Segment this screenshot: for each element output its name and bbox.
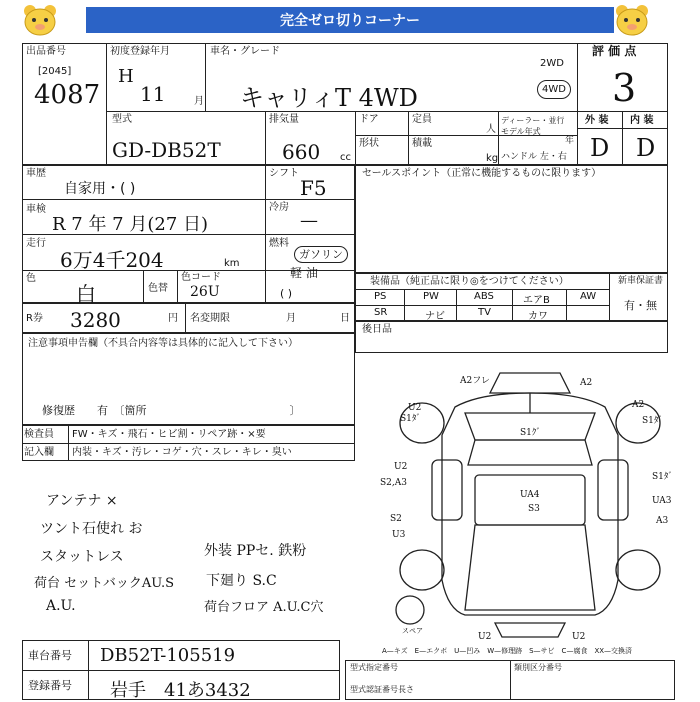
model-value: GD-DB52T <box>112 138 221 162</box>
equip-abs: ABS <box>474 291 494 302</box>
backseat-label: 後日品 <box>362 324 392 335</box>
colorcode-value: 26U <box>190 284 220 300</box>
disp-value: 660 <box>282 140 321 164</box>
color-value: 白 <box>76 282 96 306</box>
month-unit: 月 <box>286 313 296 324</box>
backseat-box <box>355 321 668 353</box>
colorcode-label: 色コード <box>181 272 221 283</box>
sales-point <box>355 165 668 273</box>
drive-2wd: 2WD <box>540 58 564 69</box>
repair-history: 修復歴 有 〔箇所 〕 <box>42 404 301 417</box>
reg-era: H <box>118 66 134 87</box>
name-value: キャリィT 4WD <box>240 84 418 112</box>
diag-mark-5: S1ｸﾞ <box>520 428 541 438</box>
diag-mark-11: UA4 <box>520 490 540 500</box>
history-value: 自家用・( ) <box>64 181 136 197</box>
diag-mark-16: A3 <box>656 516 669 526</box>
fuel-gas: ガソリン <box>294 246 348 263</box>
diag-mark-10: S1ﾀﾞ <box>652 472 673 482</box>
fuel-other: ( ) <box>280 287 293 300</box>
inspector-label: 検査員 <box>24 429 54 440</box>
recycle-value: 3280 <box>70 308 121 332</box>
shift-value: F5 <box>300 176 327 200</box>
mileage-label: 走行 <box>26 238 46 249</box>
reg-month-unit: 月 <box>194 96 204 107</box>
grade-label: 評 価 点 <box>592 44 637 58</box>
ext-label: 外 装 <box>585 115 609 126</box>
disp-label: 排気量 <box>269 114 299 125</box>
fuel-label: 燃料 <box>269 238 289 249</box>
reg-label: 初度登録年月 <box>110 46 170 57</box>
damage-diagram <box>380 365 685 640</box>
mileage-unit: km <box>224 258 240 269</box>
shape-label: 形状 <box>359 138 379 149</box>
inspector-row1: FW・キズ・飛石・ヒビ割・リペア跡・×要 <box>72 429 266 440</box>
load-unit: kg <box>486 153 499 164</box>
bear-mascot-icon <box>20 2 60 38</box>
diag-mark-3: U2 <box>408 403 422 413</box>
diag-mark-9: U2 <box>394 462 408 472</box>
ext-value: D <box>590 134 610 162</box>
modelyear-unit: 年 <box>565 136 575 146</box>
lot-code: [2045] <box>38 66 72 77</box>
equip-ps: PS <box>374 291 387 302</box>
handnote-7: 下廻り S.C <box>206 573 277 589</box>
diag-mark-6: A2 <box>632 400 645 410</box>
bear-mascot-icon <box>612 2 652 38</box>
dealer-label: ディーラー・並行 <box>501 116 565 125</box>
equip-label: 装備品（純正品に限り◎をつけてください） <box>370 276 569 287</box>
diag-mark-8: S2,A3 <box>380 478 407 488</box>
class-label: 類別区分番号 <box>514 663 562 672</box>
door-label: ドア <box>359 114 379 125</box>
equip-pw: PW <box>423 291 439 302</box>
lot-label: 出品番号 <box>26 46 66 57</box>
chassis-value: DB52T-105519 <box>100 645 236 666</box>
int-value: D <box>636 134 656 162</box>
header-title: 完全ゼロ切りコーナー <box>86 7 614 33</box>
diag-mark-2: A2 <box>580 378 593 388</box>
cert-label: 型式認証番号 <box>350 685 398 694</box>
chassis-label: 車台番号 <box>28 649 72 662</box>
diag-mark-4: S1ﾀﾞ <box>400 414 421 424</box>
diag-mark-15: U3 <box>392 530 406 540</box>
handnote-8: 荷台フロア A.U.C穴 <box>204 600 324 615</box>
handnote-3: スタットレス <box>40 549 124 565</box>
equip-tv: TV <box>478 307 491 318</box>
diag-mark-14: S2 <box>390 514 402 524</box>
inspect-label: 車検 <box>26 204 46 215</box>
paint-label: 色替 <box>148 283 168 294</box>
grade-value: 3 <box>612 66 637 110</box>
reg-year: 11 <box>140 82 166 106</box>
shift-label: シフト <box>269 168 299 179</box>
warranty-value: 有・無 <box>624 299 657 312</box>
handnote-6: 外装 PPセ. 鉄粉 <box>204 543 307 559</box>
name-label: 車名・グレード <box>210 46 280 57</box>
diag-mark-12: S3 <box>528 504 540 514</box>
drive-4wd: 4WD <box>537 80 571 99</box>
lot-number: 4087 <box>34 80 101 110</box>
model-label: 型式 <box>112 114 132 125</box>
equip-airbag: エアB <box>523 295 550 306</box>
handnote-1: アンテナ × <box>46 493 118 509</box>
load-label: 積載 <box>412 138 432 149</box>
name-period-label: 名変期限 <box>190 313 230 324</box>
diag-mark-19: U2 <box>572 632 586 640</box>
cap-label: 定員 <box>412 114 432 125</box>
plate-label: 登録番号 <box>28 679 72 692</box>
warranty-label: 新車保証書 <box>618 276 664 286</box>
ac-value: — <box>300 210 318 231</box>
mileage-value: 6万4千204 <box>60 248 164 272</box>
notes-header: 注意事項申告欄（不具合内容等は具体的に記入して下さい） <box>28 338 298 349</box>
equip-navi: ナビ <box>425 311 445 322</box>
equip-leather: カワ <box>528 311 548 322</box>
handnote-5: A.U. <box>46 598 76 614</box>
diag-mark-17: スペア <box>402 627 423 635</box>
inspect-value: R 7 年 7 月(27 日) <box>52 214 209 235</box>
diag-mark-1: A2フレ <box>460 376 490 386</box>
type-cert-label: 型式指定番号 <box>350 663 398 672</box>
disp-unit: cc <box>340 152 351 163</box>
ac-label: 冷房 <box>269 202 289 213</box>
recycle-label: R券 <box>26 313 43 324</box>
entry-label: 記入欄 <box>24 447 54 458</box>
handle-label: ハンドル 左・右 <box>501 152 567 162</box>
history-label: 車歴 <box>26 168 46 179</box>
diag-mark-13: UA3 <box>652 496 672 506</box>
handnote-2: ツント石使れ お <box>40 521 143 537</box>
color-label: 色 <box>26 273 36 284</box>
day-unit: 日 <box>340 313 350 324</box>
inspector-row2: 内装・キズ・汚レ・コゲ・穴・スレ・キレ・臭い <box>72 447 292 458</box>
equip-sr: SR <box>374 307 388 318</box>
modelyear-label: モデル年式 <box>501 127 541 136</box>
diag-mark-7: S1ﾀﾞ <box>642 416 663 426</box>
cap-unit: 人 <box>486 124 496 135</box>
length-label: 長さ <box>398 685 414 694</box>
handnote-4: 荷台 セットバックAU.S <box>34 576 175 591</box>
int-label: 内 装 <box>630 115 654 126</box>
header <box>0 0 700 40</box>
fuel-diesel: 軽 油 <box>290 266 318 280</box>
plate-value: 岩手 41あ3432 <box>110 680 251 701</box>
sales-label: セールスポイント（正常に機能するものに限ります） <box>362 168 602 179</box>
diag-mark-18: U2 <box>478 632 492 640</box>
recycle-unit: 円 <box>168 313 178 324</box>
equip-aw: AW <box>580 291 597 302</box>
damage-legend: A—キズ E—エクボ U—凹み W—修理跡 S—サビ C—腐食 XX—交換済 <box>382 647 633 655</box>
